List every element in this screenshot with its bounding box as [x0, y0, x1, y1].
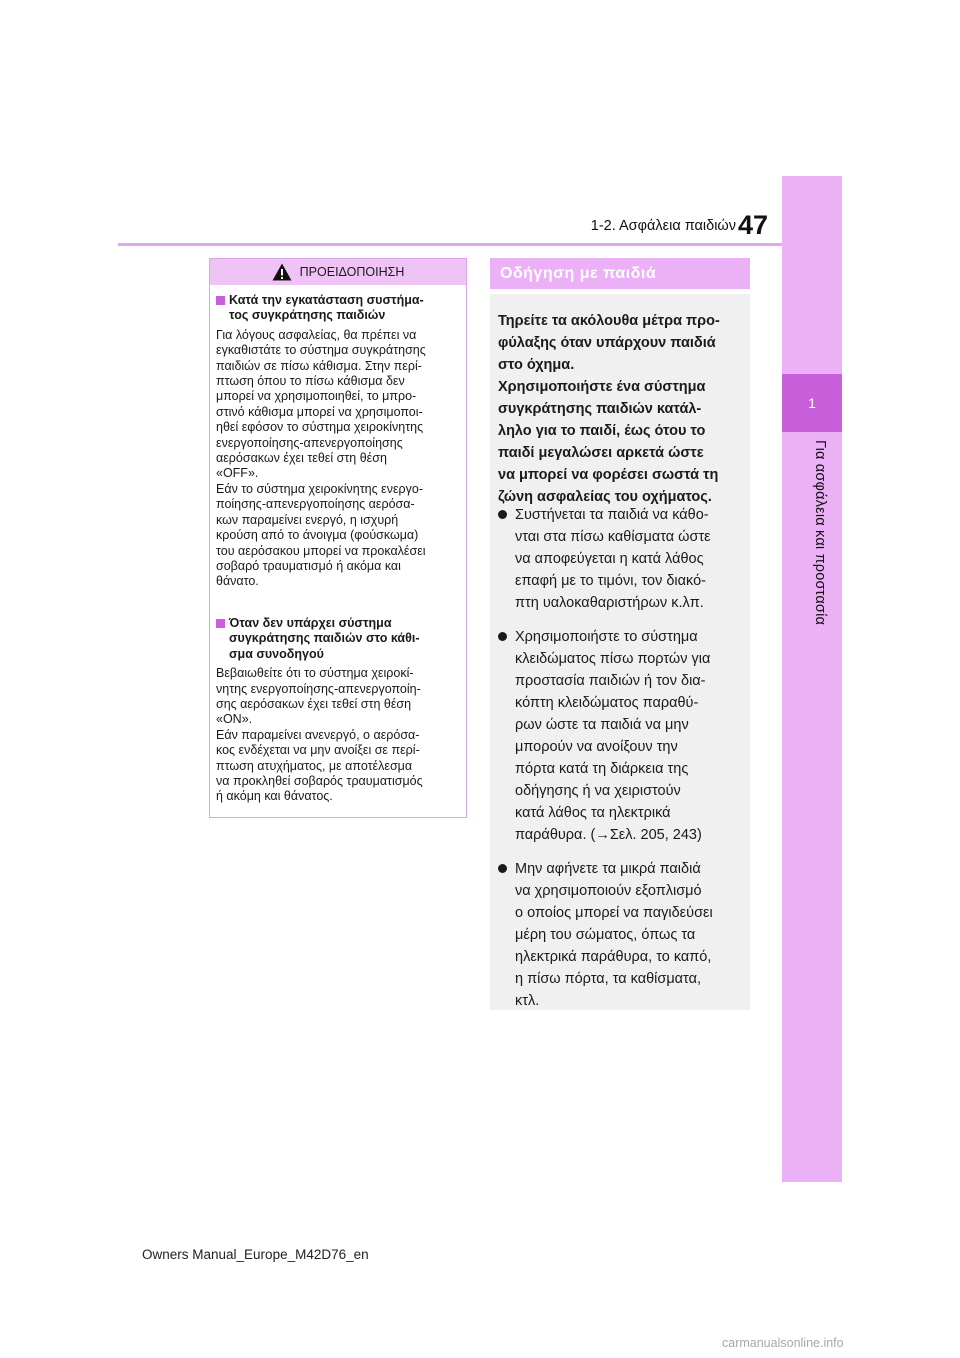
warning-section — [216, 293, 462, 590]
square-bullet-icon — [216, 619, 225, 628]
warning-section — [216, 616, 462, 805]
warning-section-heading: Κατά την εγκατάσταση συστήμα- τος συγκράτησης παιδιών — [216, 293, 462, 324]
chapter-title: Για ασφάλεια και προστασία — [812, 440, 828, 626]
warning-section-body: Για λόγους ασφαλείας, θα πρέπει να εγκαθιστάτε το σύστημα συγκράτησης παιδιών σε πίσω κάθισμα. Στην περί- πτωση όπου το πίσω κάθισμα δεν μπορεί να χρησιμοποιηθεί, το μπρο- στινό κάθισμα μπορεί να χρησιμοποι- ηθεί εφόσον το σύστημα χειροκίνητης ενεργοποίησης-απενεργοποίησης αερόσακων έχει τεθεί στη θέση «OFF». Εάν το σύστημα χειροκίνητης ενεργο- ποίησης-απενεργοποίησης αερόσα- κων παραμείνει ενεργό, η ισχυρή κρούση από το άνοιγμα (φούσκωμα) του αερόσακου μπορεί να προκαλέσει σοβαρό τραυματισμό ή ακόμα και θάνατο. — [216, 327, 426, 589]
watermark: carmanualsonline.info — [722, 1336, 844, 1350]
section-title: 1-2. Ασφάλεια παιδιών — [590, 218, 736, 234]
page-number: 47 — [738, 210, 769, 240]
list-item: Χρησιμοποιήστε το σύστημα κλειδώματος πίσω πορτών για προστασία παιδιών ή τον δια- κόπτη κλειδώματος παραθύ- ρων ώστε τα παιδιά να μην μπορούν να ανοίξουν την πόρτα κατά τη διάρκεια της οδήγησης ή να χειριστούν κατά λάθος τα ηλεκτρικά παράθυρα. (→Σελ. 205, 243) — [498, 626, 746, 846]
warning-section-body: Βεβαιωθείτε ότι το σύστημα χειροκί- νητης ενεργοποίησης-απενεργοποίη- σης αερόσακων έχει τεθεί στη θέση «ON». Εάν παραμείνει ανενεργό, ο αερόσα- κος ενδέχεται να μην ανοίξει σε περί- πτωση ατυχήματος, με αποτέλεσμα να προκληθεί σοβαρός τραυματισμός ή ακόμη και θάνατος. — [216, 666, 423, 804]
bullet-icon — [498, 504, 515, 614]
header-rule — [118, 243, 782, 246]
list-item: Συστήνεται τα παιδιά να κάθο- νται στα πίσω καθίσματα ώστε να αποφεύγεται η κατά λάθος επαφή με το τιμόνι, τον διακό- πτη υαλοκαθαριστήρων κ.λπ. — [498, 504, 746, 614]
square-bullet-icon — [216, 296, 225, 305]
warning-box — [209, 258, 467, 818]
driving-section-intro: Τηρείτε τα ακόλουθα μέτρα προ- φύλαξης όταν υπάρχουν παιδιά στο όχημα. Χρησιμοποιήστε ένα σύστημα συγκράτησης παιδιών κατάλ- ληλο για το παιδί, έως ότου το παιδί μεγαλώσει αρκετά ώστε να μπορεί να φορέσει σωστά τη ζώνη ασφαλείας του οχήματος. — [498, 313, 720, 505]
warning-header — [210, 259, 466, 285]
driving-section-panel — [490, 294, 750, 1010]
warning-triangle-icon — [272, 263, 292, 281]
chapter-side-tab — [782, 176, 842, 1182]
manual-id: Owners Manual_Europe_M42D76_en — [142, 1247, 369, 1262]
warning-section-heading: Όταν δεν υπάρχει σύστημα συγκράτησης παιδιών στο κάθι- σμα συνοδηγού — [216, 616, 462, 662]
warning-title: ΠΡΟΕΙΔΟΠΟΙΗΣΗ — [299, 265, 405, 279]
bullet-icon — [498, 858, 515, 1012]
driving-section-title: Οδήγηση με παιδιά — [490, 258, 750, 289]
chapter-number-box: 1 — [782, 374, 842, 432]
list-item: Μην αφήνετε τα μικρά παιδιά να χρησιμοποιούν εξοπλισμό ο οποίος μπορεί να παγιδεύσει μέρη του σώματος, όπως τα ηλεκτρικά παράθυρα, το καπό, η πίσω πόρτα, τα καθίσματα, κτλ. — [498, 858, 746, 1012]
driving-section-list — [498, 504, 746, 1024]
bullet-icon — [498, 626, 515, 846]
